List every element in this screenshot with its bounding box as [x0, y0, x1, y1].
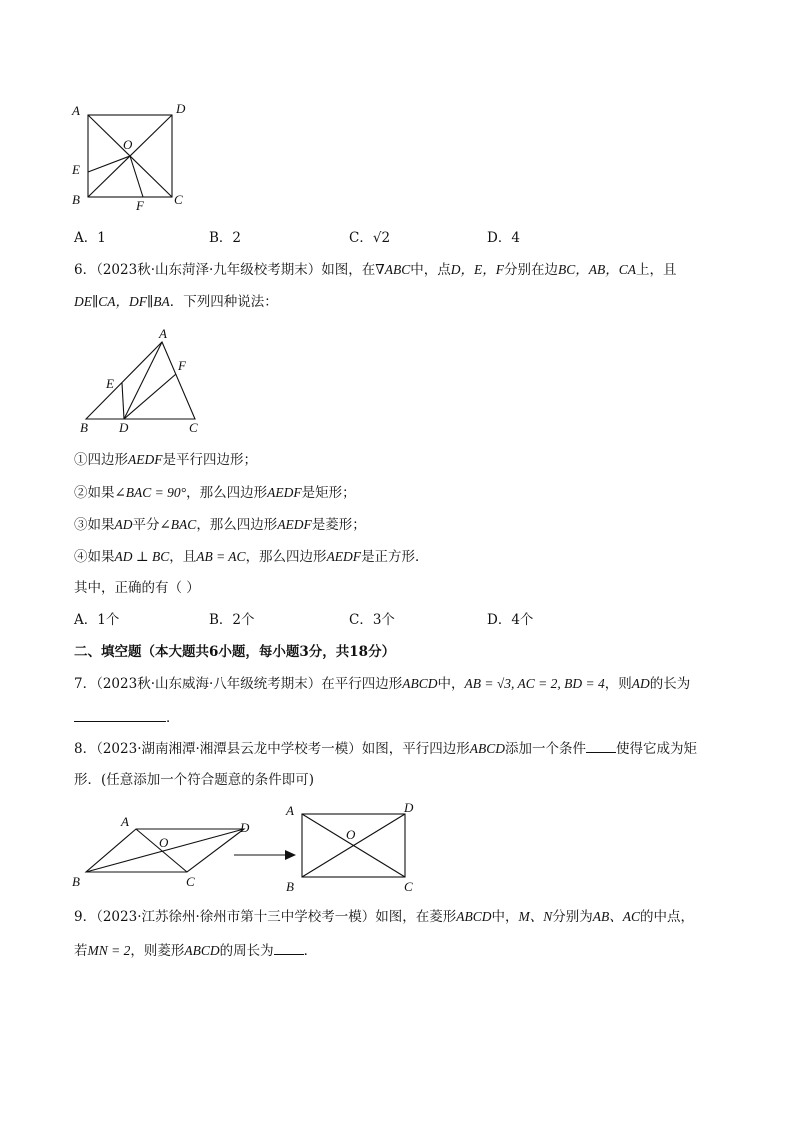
q7-answer-blank[interactable]	[74, 707, 166, 722]
q9-stem-line2: 若MN = 2，则菱形ABCD的周长为 ．	[74, 940, 317, 961]
fig3-label-d: D	[240, 820, 250, 835]
arrow-right-icon	[285, 850, 296, 860]
q7-stem: 7．（2023秋·山东威海·八年级统考期末）在平行四边形ABCD中，AB = √3, AC = 2, BD = 4，则AD的长为	[74, 676, 691, 692]
q8-answer-blank[interactable]	[586, 738, 616, 753]
q5-option-b[interactable]: B．2	[209, 230, 242, 246]
fig2-label-d: D	[119, 420, 129, 435]
q6-statement-1: ①四边形AEDF是平行四边形；	[74, 452, 257, 468]
q6-option-d[interactable]: D．4个	[487, 612, 534, 628]
q8-stem-line1: 8．（2023·湖南湘潭·湘潭县云龙中学校考一模）如图，平行四边形ABCD添加一个条件 使得它成为矩	[74, 738, 697, 759]
fig2-label-f: F	[178, 358, 186, 373]
q6-statement-2: ②如果∠BAC = 90°，那么四边形AEDF是矩形；	[74, 485, 356, 501]
q6-question: 其中，正确的有（ ）	[74, 580, 200, 596]
fig2-label-e: E	[106, 376, 114, 391]
fig1-label-o: O	[123, 137, 133, 152]
q6-statement-3: ③如果AD平分∠BAC，那么四边形AEDF是菱形；	[74, 517, 366, 533]
fig3-label-o2: O	[346, 827, 356, 842]
figure-parallelogram-to-rectangle	[66, 798, 426, 898]
q5-option-c[interactable]: C．√2	[349, 230, 391, 246]
q9-stem-line1: 9．（2023·江苏徐州·徐州市第十三中学校考一模）如图，在菱形ABCD中，M、N分别为AB、AC的中点，	[74, 909, 695, 925]
q6-option-c[interactable]: C．3个	[349, 612, 395, 628]
fig3-label-d2: D	[404, 800, 414, 815]
fig1-label-e: E	[72, 162, 80, 177]
fig2-label-a: A	[159, 326, 167, 341]
sqrt-two: √2	[372, 230, 391, 246]
q5-option-d[interactable]: D．4	[487, 230, 520, 246]
section-heading-fill-in: 二、填空题（本大题共6小题，每小题3分，共18分）	[74, 644, 396, 660]
fig2-label-b: B	[80, 420, 88, 435]
q5-option-a[interactable]: A．1	[74, 230, 106, 246]
figure-triangle	[74, 324, 214, 436]
fig1-label-a: A	[72, 103, 80, 118]
q6-statement-4: ④如果AD ⊥ BC，且AB = AC，那么四边形AEDF是正方形．	[74, 549, 429, 565]
fig1-label-f: F	[136, 198, 144, 213]
q6-stem-line1: 6．（2023秋·山东菏泽·九年级校考期末）如图，在∇ABC中，点D，E，F分别在边BC，AB，CA上，且	[74, 262, 677, 278]
fig3-label-c: C	[186, 874, 195, 889]
q8-stem-line2: 形．(任意添加一个符合题意的条件即可)	[74, 772, 315, 788]
fig3-label-a2: A	[286, 803, 294, 818]
fig1-label-d: D	[176, 101, 186, 116]
fig3-label-c2: C	[404, 879, 413, 894]
fig2-label-c: C	[189, 420, 198, 435]
fig3-label-a: A	[121, 814, 129, 829]
fig1-label-b: B	[72, 192, 80, 207]
q6-option-b[interactable]: B．2个	[209, 612, 255, 628]
q6-stem-line2: DE∥CA，DF∥BA．下列四种说法：	[74, 294, 278, 310]
q7-answer-line: ．	[74, 707, 180, 728]
figure-square	[66, 98, 196, 216]
fig1-label-c: C	[174, 192, 183, 207]
fig3-label-b2: B	[286, 879, 294, 894]
q6-option-a[interactable]: A．1个	[74, 612, 120, 628]
fig3-label-o: O	[159, 835, 169, 850]
fig3-label-b: B	[72, 874, 80, 889]
q9-answer-blank[interactable]	[274, 940, 304, 955]
